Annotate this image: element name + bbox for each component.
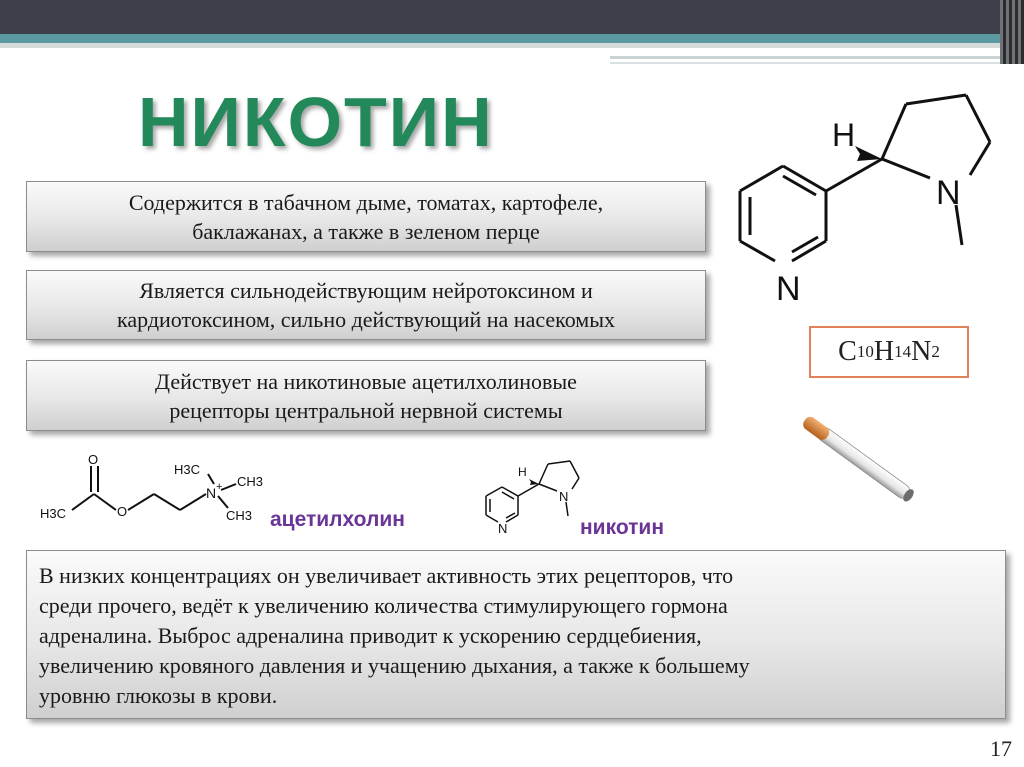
info-line: адреналина. Выброс адреналина приводит к ускорению сердцебиения, — [39, 623, 702, 648]
nicotine-structure-large — [720, 80, 1010, 310]
header-corner-stripes — [1000, 0, 1024, 64]
info-line: Действует на никотиновые ацетилхолиновые — [155, 368, 577, 394]
info-box-effects — [26, 550, 1006, 719]
formula-nitrogen-count: 2 — [931, 342, 940, 361]
nicotine-structure-small — [478, 452, 588, 542]
info-line: увеличению кровяного давления и учащению дыхания, а также к большему — [39, 653, 750, 678]
info-box-toxicity — [26, 270, 706, 340]
ester-oxygen-label: O — [117, 504, 128, 519]
page-number: 17 — [990, 736, 1012, 761]
acetylcholine-structure — [36, 450, 276, 540]
molecular-formula — [809, 326, 969, 378]
header-band — [0, 0, 1024, 34]
methyl-left-label: H3C — [40, 506, 67, 521]
methyl-bottom-label: CH3 — [226, 508, 253, 523]
header-accent-line-2 — [610, 62, 1024, 64]
ammonium-nitrogen-label: N — [206, 485, 217, 501]
info-line: кардиотоксином, сильно действующий на насекомых — [116, 307, 615, 332]
info-box-sources — [26, 181, 706, 252]
hydrogen-label: H — [832, 117, 856, 153]
nicotine-label: никотин — [580, 516, 665, 539]
formula-hydrogen-count: 14 — [894, 342, 912, 361]
info-line: Содержится в табачном дыме, томатах, картофеле, — [128, 189, 604, 215]
pyrrolidine-nitrogen-label: N — [936, 174, 961, 212]
acetylcholine-label: ацетилхолин — [270, 508, 405, 531]
info-box-receptors — [26, 360, 706, 431]
methyl-top-label: H3C — [174, 462, 201, 477]
slide-title: НИКОТИН — [138, 83, 494, 161]
header-teal-line — [0, 34, 1024, 43]
info-line: уровню глюкозы в крови. — [39, 683, 278, 708]
info-line: Является сильнодействующим нейротоксином и — [139, 278, 593, 303]
carbonyl-oxygen-label: O — [88, 452, 99, 467]
methyl-right-label: CH3 — [237, 474, 264, 489]
formula-carbon: C — [838, 336, 857, 367]
positive-charge-label: + — [216, 481, 223, 493]
info-line: рецепторы центральной нервной системы — [169, 397, 563, 423]
pyrrolidine-nitrogen-label-small: N — [559, 489, 569, 504]
info-line: баклажанах, а также в зеленом перце — [192, 218, 540, 244]
info-line: В низких концентрациях он увеличивает активность этих рецепторов, что — [39, 563, 734, 588]
pyridine-nitrogen-label-small: N — [498, 521, 508, 536]
pyridine-nitrogen-label: N — [776, 270, 801, 308]
header-accent-line — [610, 56, 1024, 59]
cigarette-icon — [790, 405, 940, 525]
header-gray-line — [0, 43, 1024, 48]
formula-carbon-count: 10 — [856, 342, 874, 361]
formula-nitrogen: N — [911, 336, 932, 367]
info-line: среди прочего, ведёт к увеличению количества стимулирующего гормона — [39, 593, 728, 618]
formula-hydrogen: H — [873, 336, 895, 367]
hydrogen-label-small: H — [518, 465, 527, 479]
